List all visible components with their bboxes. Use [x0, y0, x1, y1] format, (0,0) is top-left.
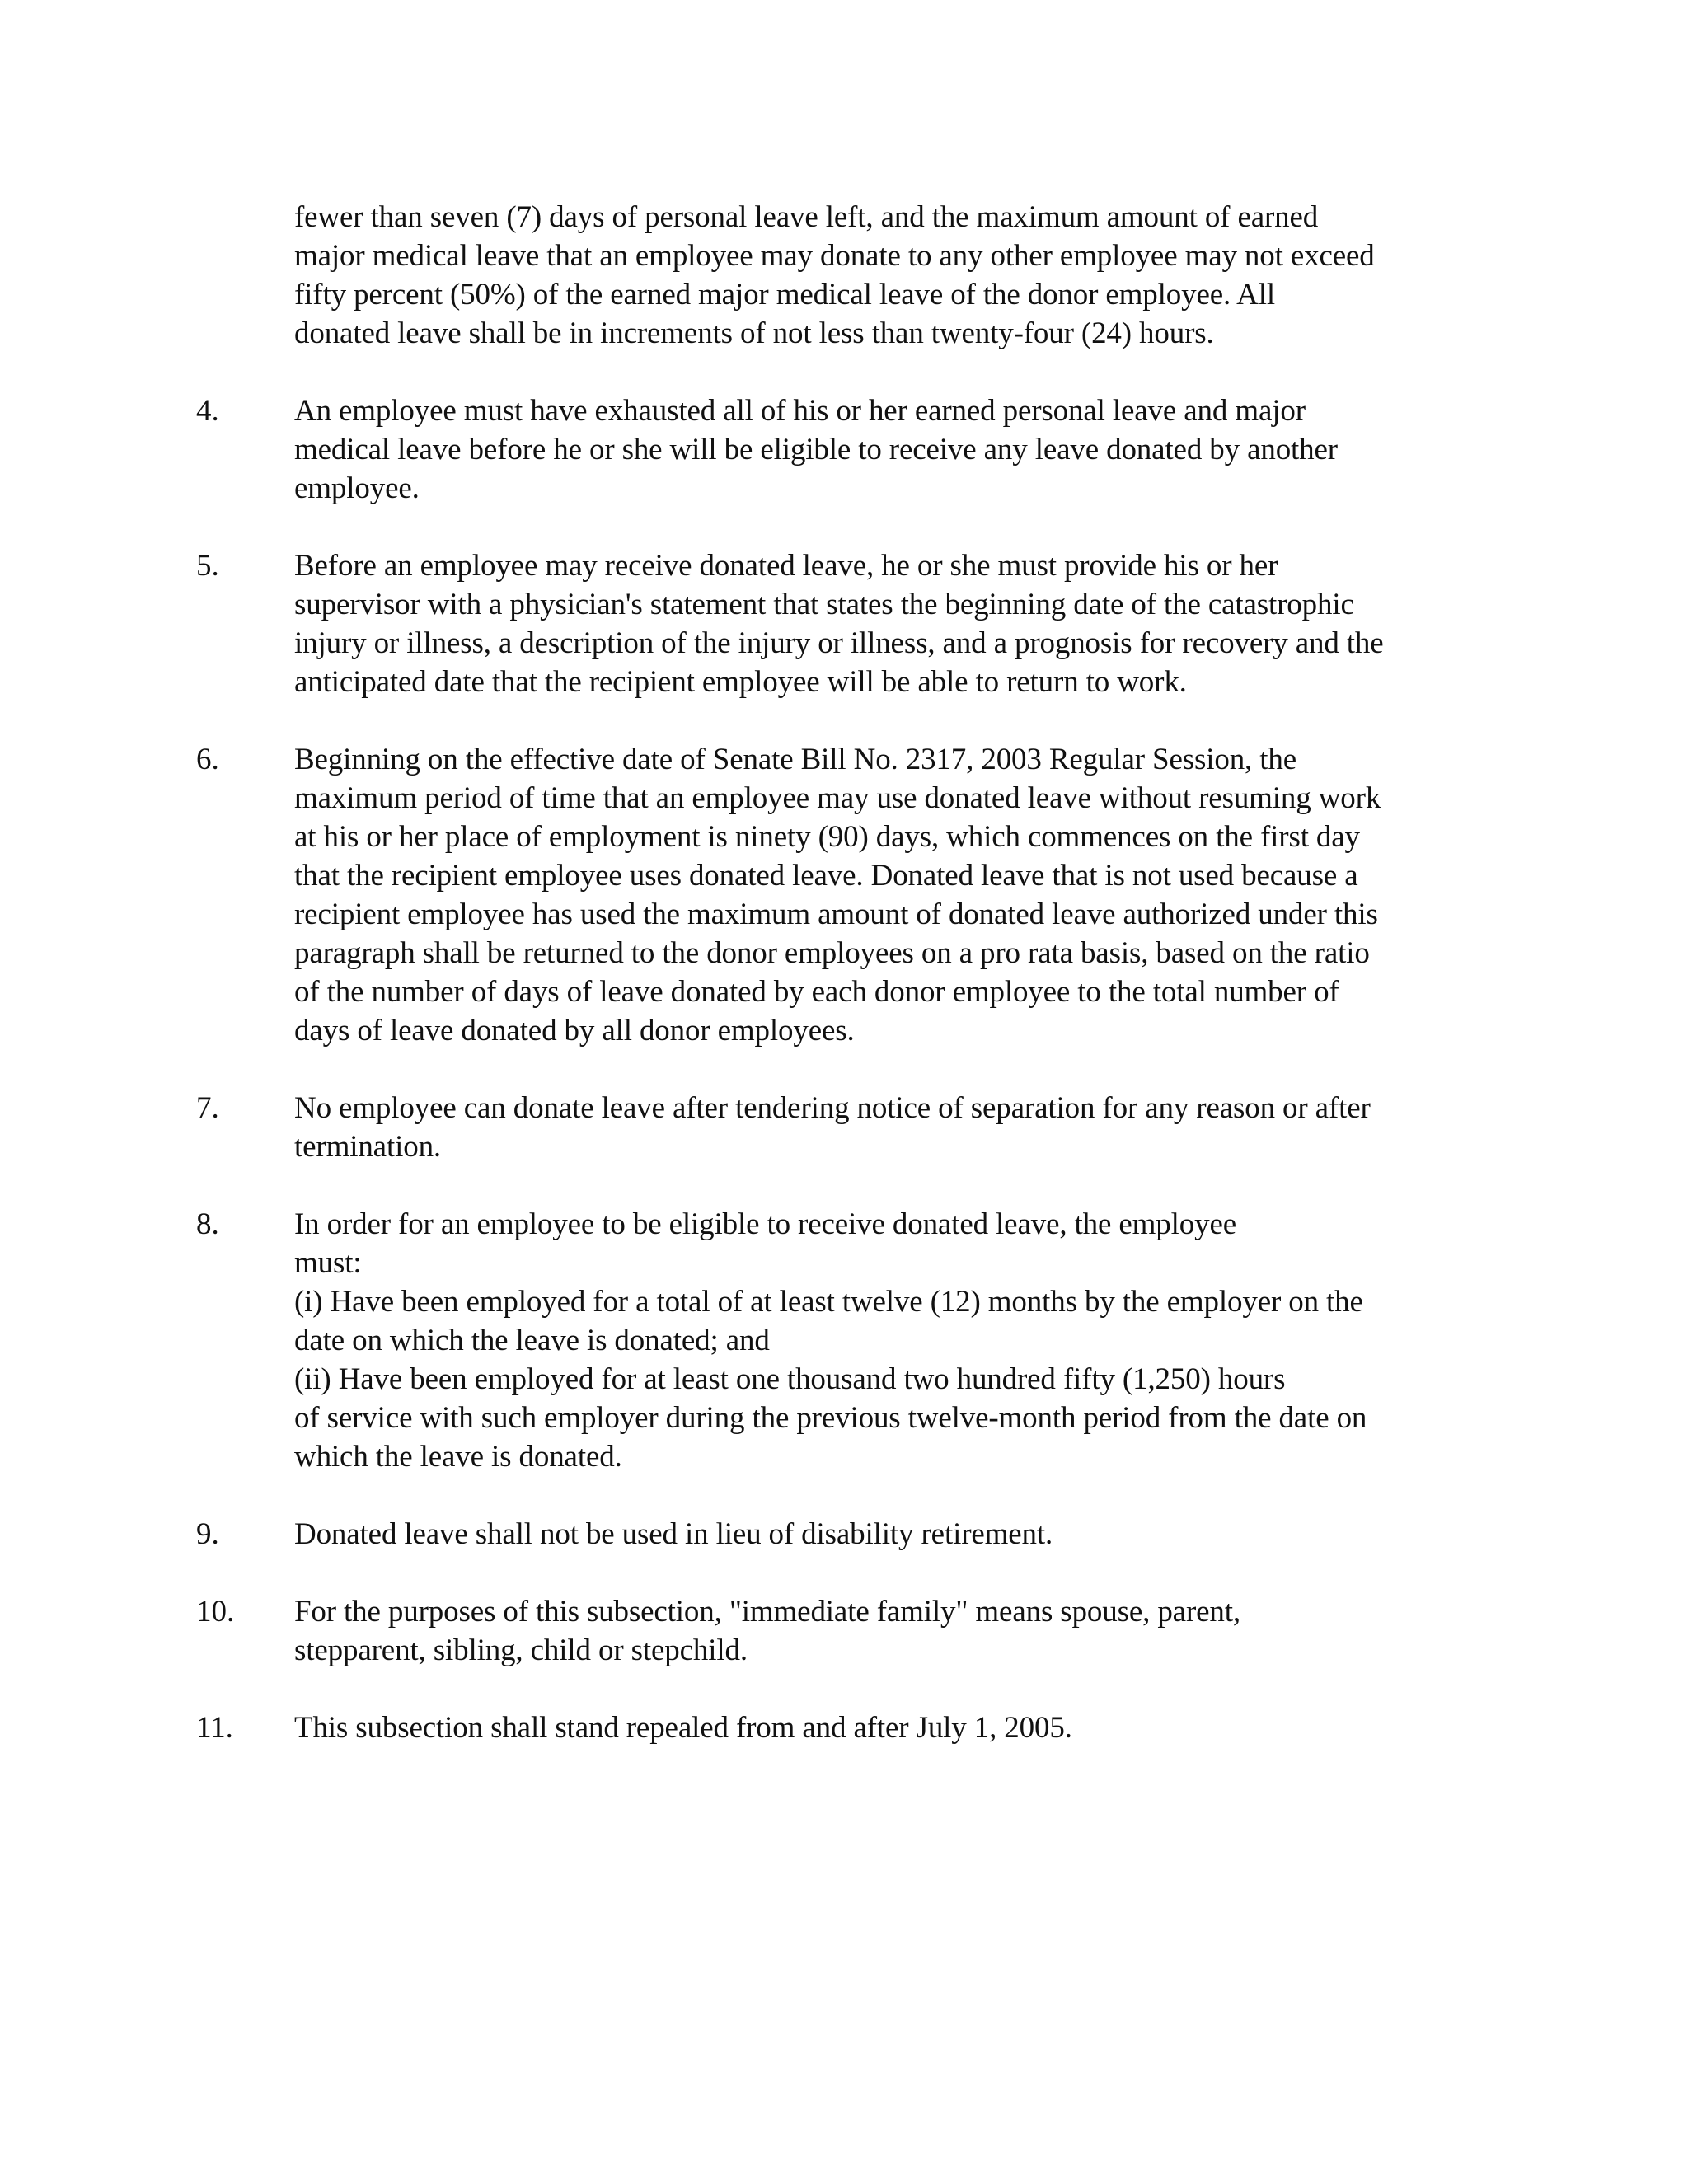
item-number: 8.	[196, 1207, 219, 1241]
item-line: This subsection shall stand repealed from and after July 1, 2005.	[294, 1711, 1072, 1745]
item-line: Beginning on the effective date of Senate Bill No. 2317, 2003 Regular Session, the	[294, 743, 1296, 776]
item-line: Donated leave shall not be used in lieu of disability retirement.	[294, 1517, 1053, 1551]
item-line: (ii) Have been employed for at least one thousand two hundred fifty (1,250) hours	[294, 1362, 1286, 1396]
item-line: stepparent, sibling, child or stepchild.	[294, 1633, 748, 1667]
item-line: Before an employee may receive donated leave, he or she must provide his or her	[294, 549, 1278, 583]
item-line: days of leave donated by all donor employees.	[294, 1014, 855, 1047]
intro-line: fewer than seven (7) days of personal leave left, and the maximum amount of earned	[294, 200, 1319, 234]
item-line: recipient employee has used the maximum amount of donated leave authorized under this	[294, 898, 1378, 931]
item-line: must:	[294, 1246, 362, 1280]
item-line: For the purposes of this subsection, "immediate family" means spouse, parent,	[294, 1595, 1240, 1629]
item-line: which the leave is donated.	[294, 1440, 622, 1474]
item-line: medical leave before he or she will be eligible to receive any leave donated by another	[294, 433, 1338, 466]
intro-line: fifty percent (50%) of the earned major medical leave of the donor employee. All	[294, 278, 1276, 312]
item-number: 4.	[196, 394, 219, 428]
item-line: No employee can donate leave after tendering notice of separation for any reason or after	[294, 1091, 1371, 1125]
item-number: 6.	[196, 743, 219, 776]
intro-line: donated leave shall be in increments of not less than twenty-four (24) hours.	[294, 316, 1214, 350]
item-line: maximum period of time that an employee may use donated leave without resuming work	[294, 781, 1381, 815]
item-line: of service with such employer during the previous twelve-month period from the date on	[294, 1401, 1367, 1435]
item-number: 5.	[196, 549, 219, 583]
item-number: 9.	[196, 1517, 219, 1551]
item-line: injury or illness, a description of the injury or illness, and a prognosis for recovery and the	[294, 626, 1384, 660]
item-line: employee.	[294, 471, 420, 505]
item-line: date on which the leave is donated; and	[294, 1324, 770, 1357]
item-line: supervisor with a physician's statement that states the beginning date of the catastrophic	[294, 588, 1354, 621]
item-line: termination.	[294, 1130, 442, 1164]
item-number: 7.	[196, 1091, 219, 1125]
item-line: An employee must have exhausted all of his or her earned personal leave and major	[294, 394, 1306, 428]
item-line: paragraph shall be returned to the donor employees on a pro rata basis, based on the ratio	[294, 936, 1370, 970]
item-line: In order for an employee to be eligible to receive donated leave, the employee	[294, 1207, 1237, 1241]
item-line: (i) Have been employed for a total of at least twelve (12) months by the employer on the	[294, 1285, 1363, 1319]
item-line: that the recipient employee uses donated leave. Donated leave that is not used because a	[294, 859, 1358, 893]
item-number: 10.	[196, 1595, 235, 1629]
item-number: 11.	[196, 1711, 233, 1745]
item-line: anticipated date that the recipient employee will be able to return to work.	[294, 665, 1187, 699]
intro-line: major medical leave that an employee may donate to any other employee may not exceed	[294, 239, 1375, 273]
item-line: of the number of days of leave donated by each donor employee to the total number of	[294, 975, 1339, 1009]
item-line: at his or her place of employment is ninety (90) days, which commences on the first day	[294, 820, 1360, 854]
